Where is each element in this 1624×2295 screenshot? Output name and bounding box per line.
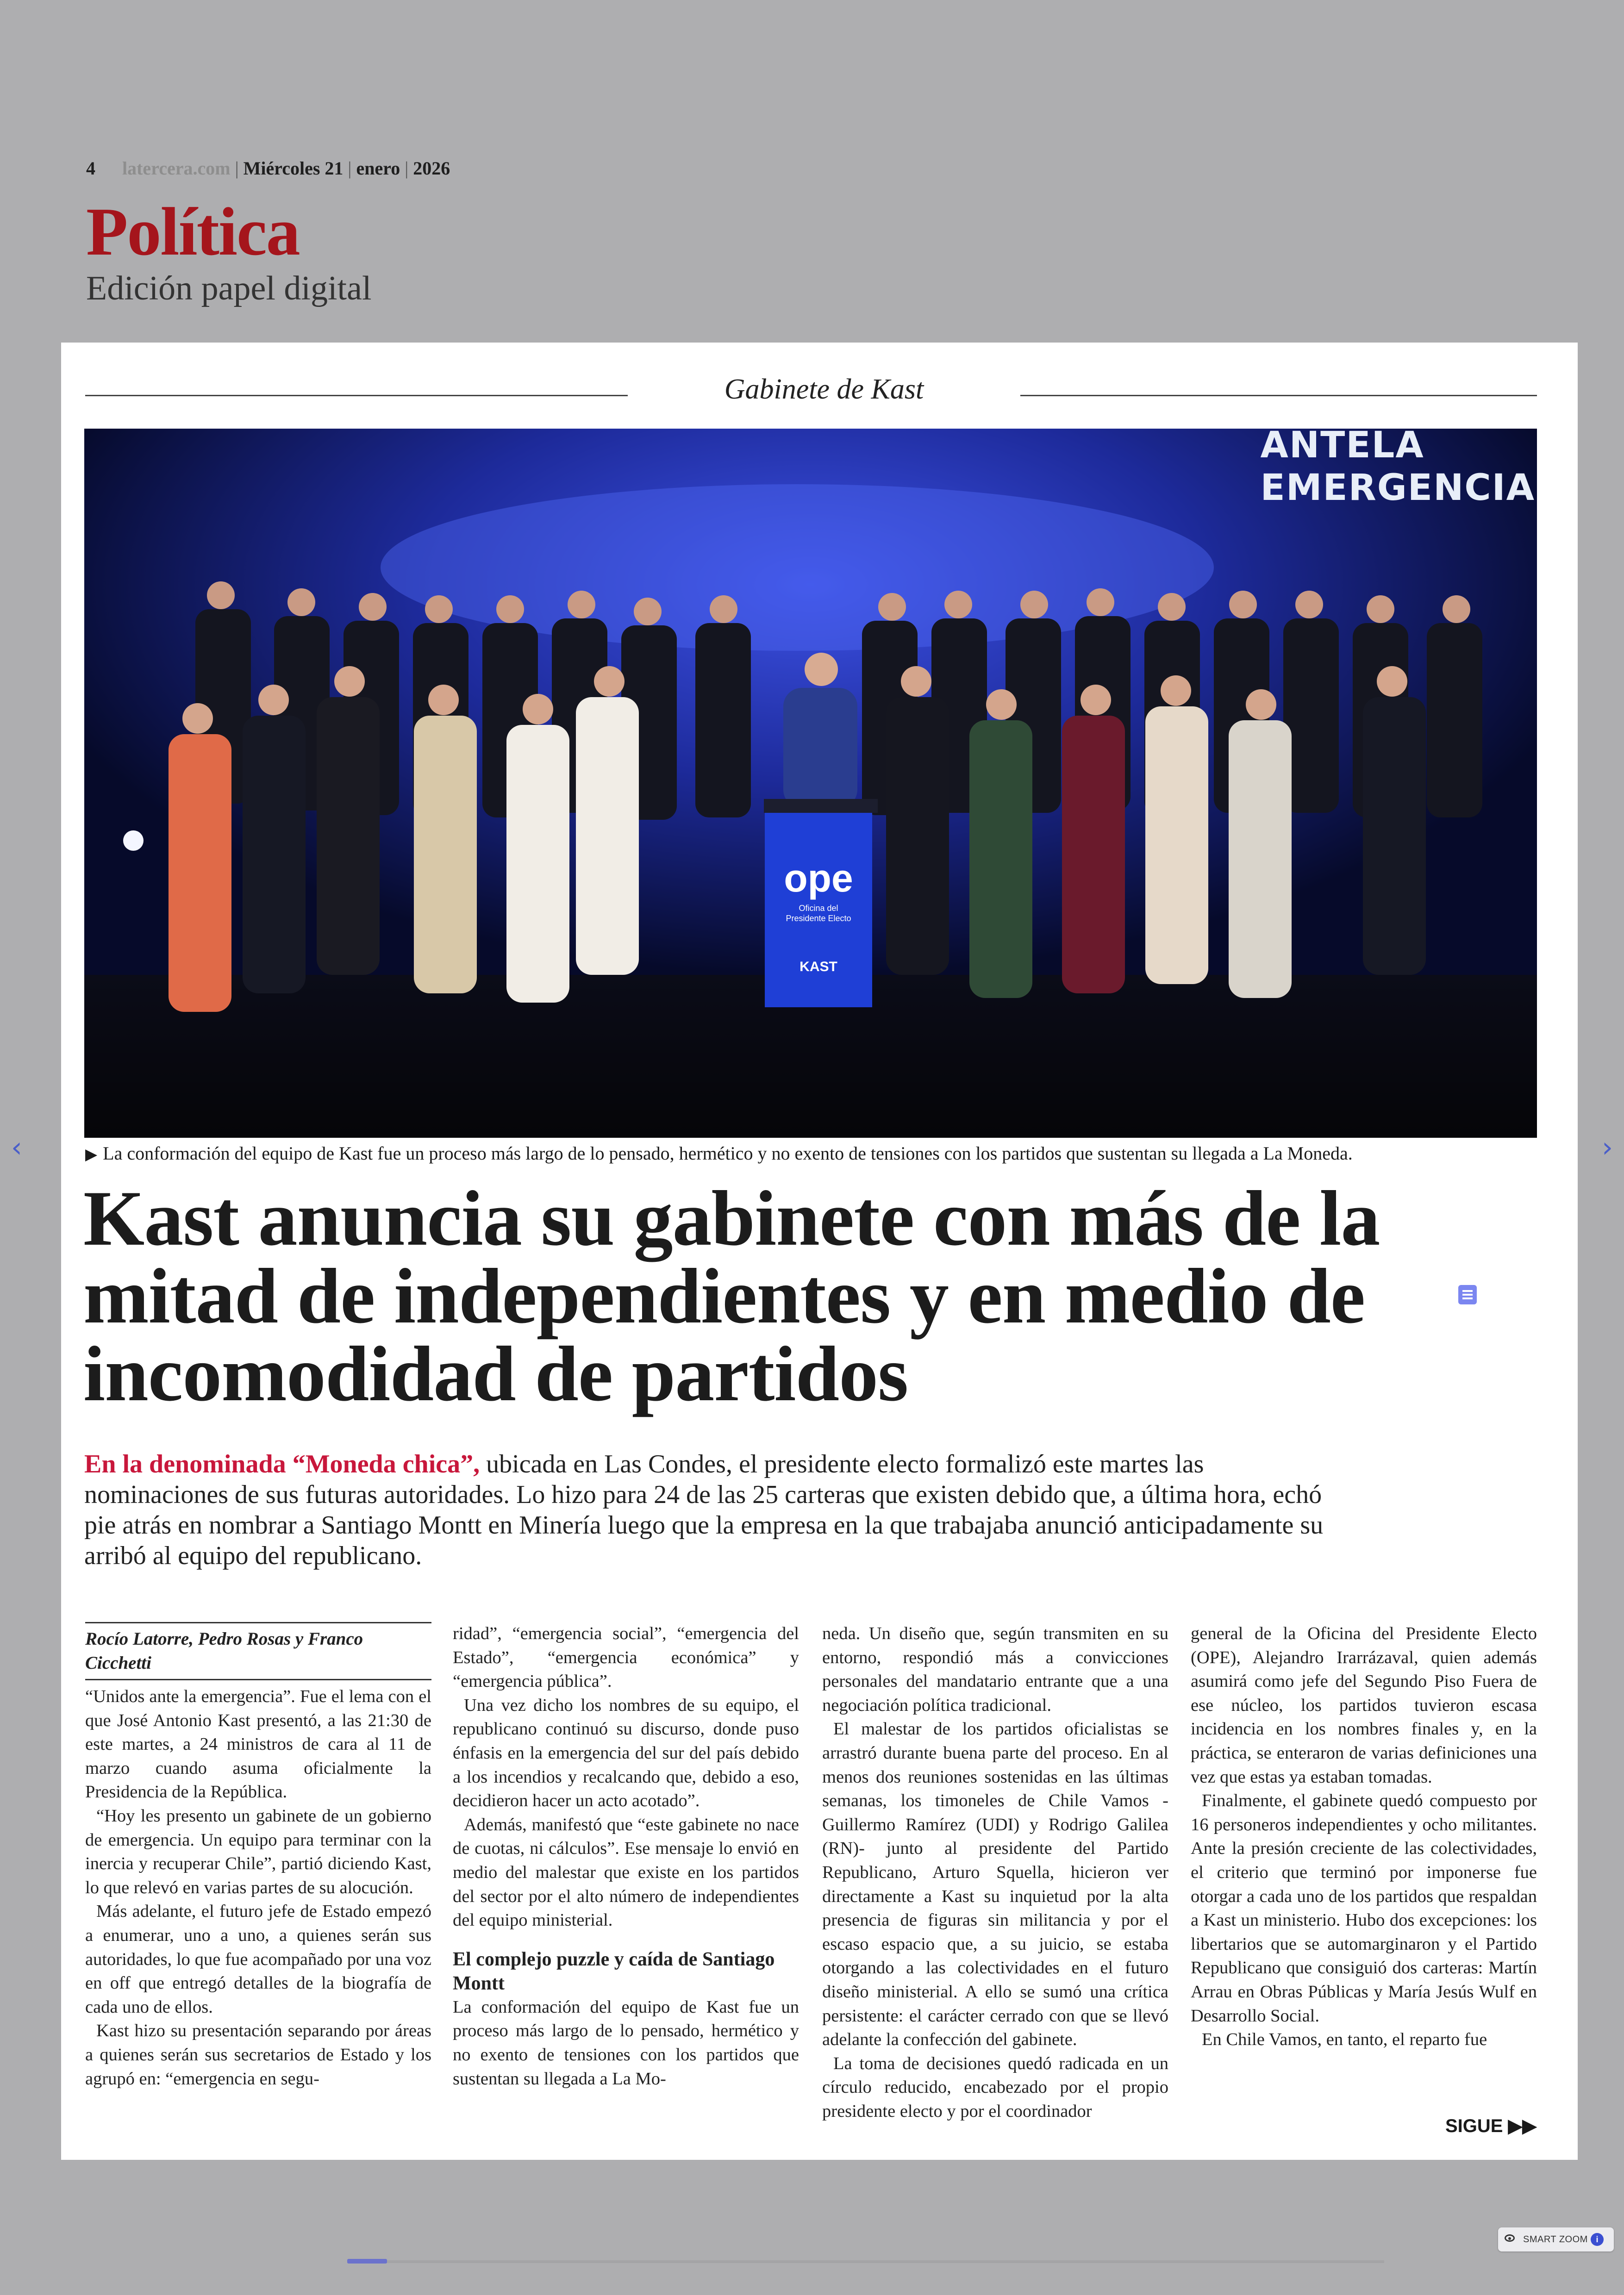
- photo-overlay-line-1: ANTELA: [1260, 429, 1424, 466]
- paragraph: “Unidos ante la emergencia”. Fue el lema con el que José Antonio Kast presentó, a las 21:30 de este martes, a 24 ministros de cara al 11 de marzo cuando asuma oficialmente la Presidencia de la República.: [85, 1687, 431, 1802]
- person-head: [1158, 593, 1186, 621]
- caption-arrow-icon: ▶: [85, 1146, 98, 1163]
- body-column-3: [822, 1622, 1168, 2123]
- paragraph: En Chile Vamos, en tanto, el reparto fue: [1202, 2030, 1487, 2050]
- date-weekday-day: Miércoles 21: [243, 158, 344, 179]
- stage-light: [123, 830, 144, 851]
- person-head: [878, 593, 906, 621]
- article-lede: [84, 1449, 1325, 1571]
- body-column-4: [1191, 1622, 1537, 2052]
- person-silhouette: [1062, 716, 1125, 993]
- article-kicker: Gabinete de Kast: [724, 374, 924, 405]
- paragraph: Más adelante, el futuro jefe de Estado empezó a enumerar, uno a uno, a quienes serán sus autoridades, lo que fue acompañado por una voz en off que entregó detalles de la biografía de cada uno de ellos.: [85, 1902, 431, 2017]
- lede-body: ubicada en Las Condes, el presidente electo formalizó este martes las nominaciones de sus futuras autoridades. Lo hizo para 24 de las 25 carteras que existen debido que, a última hora, echó pie atrás en nombrar a Santiago Montt en Minería luego que la empresa en la que trabajaba anunció anticipadamente su arribó al equipo del republicano.: [84, 1450, 1324, 1570]
- person-head: [1377, 666, 1407, 697]
- paragraph: general de la Oficina del Presidente Electo (OPE), Alejandro Irarrázaval, quien además asumirá como jefe del Segundo Piso Fuera de ese núcleo, los partidos tuvieron escasa incidencia en los nombres finales y, en la práctica, se enteraron de varias definiciones una vez que estas ya estaban tomadas.: [1191, 1624, 1537, 1787]
- person-head: [359, 593, 387, 621]
- person-silhouette: [695, 623, 751, 817]
- person-head: [1443, 595, 1470, 623]
- podium-text-1: Oficina del: [799, 904, 838, 913]
- person-head: [1246, 689, 1276, 720]
- info-icon[interactable]: i: [1591, 2233, 1604, 2246]
- photo-overlay-line-2: EMERGENCIA: [1260, 467, 1535, 509]
- body-column-1: [85, 1622, 431, 2091]
- person-silhouette: [506, 725, 569, 1003]
- paragraph: Una vez dicho los nombres de su equipo, el republicano continuó su discurso, donde puso énfasis en la emergencia del sur del país debido a los incendios y recalcando que, debido a eso, decidieron hacer un acto acotado”.: [453, 1695, 799, 1811]
- speaker-silhouette: [783, 688, 857, 808]
- paragraph: Además, manifestó que “este gabinete no nace de cuotas, ni cálculos”. Ese mensaje lo envió en medio del malestar que existe en los partidos del sector por el alto número de independientes del equipo ministerial.: [453, 1815, 799, 1930]
- person-head: [901, 666, 931, 697]
- podium-badge: KAST: [800, 959, 837, 974]
- lede-lead: En la denominada “Moneda chica”,: [84, 1450, 480, 1478]
- body-column-2: [453, 1622, 799, 2091]
- newspaper-page: [61, 343, 1578, 2160]
- person-head: [1020, 591, 1048, 618]
- paragraph: El malestar de los partidos oficialistas se arrastró durante buena parte del proceso. En al menos dos reuniones sostenidas en las últimas semanas, los timoneles de Chile Vamos -Guillermo Ramírez (UDI) y Rodrigo Galilea (RN)- junto al presidente del Partido Republicano, Arturo Squella, hicieron ver directamente a Kast su inquietud por la alta presencia de figuras sin militancia y por el escaso espacio que, a su juicio, se estaba otorgando a las colectividades en el futuro diseño ministerial. A ello se sumó una crítica persistente: el carácter cerrado con que se llevó adelante la confección del gabinete.: [822, 1719, 1168, 2050]
- paragraph: La conformación del equipo de Kast fue un proceso más largo de lo pensado, hermético y no exento de tensiones con los partidos que sustentan su llegada a La Mo-: [453, 1997, 799, 2089]
- paragraph: “Hoy les presento un gabinete de un gobierno de emergencia. Un equipo para terminar con la inercia y recuperar Chile”, partió diciendo Kast, lo que relevó en varias partes de su alocución.: [85, 1806, 431, 1897]
- previous-page-button[interactable]: ‹: [11, 1131, 22, 1164]
- person-head: [1161, 675, 1191, 706]
- page-progress-track[interactable]: [347, 2260, 1384, 2263]
- paragraph: neda. Un diseño que, según transmiten en su entorno, respondió más a convicciones personales del mandatario entrante que a una negociación política tradicional.: [822, 1624, 1168, 1715]
- dateline: 4 latercera.com | Miércoles 21 | enero | 2026: [86, 158, 450, 179]
- paragraph: Kast hizo su presentación separando por áreas a quienes serán sus secretarios de Estado y los agrupó en: “emergencia en segu-: [85, 2021, 431, 2089]
- person-head: [944, 591, 972, 618]
- article-photo: [84, 429, 1537, 1138]
- photo-overlay-text: [1261, 429, 1535, 509]
- person-head: [258, 685, 289, 715]
- person-silhouette: [576, 697, 639, 975]
- date-year: 2026: [413, 158, 450, 179]
- paragraph: Finalmente, el gabinete quedó compuesto por 16 personeros independientes y ocho militantes. Ante la presión creciente de las colectividades, el criterio que terminó por imponerse fue otorgar a cada uno de los partidos que respaldan a Kast un ministerio. Hubo dos excepciones: los libertarios que se automarginaron y el Partido Republicano que consiguió dos carteras: Martín Arrau en Obras Públicas y María Jesús Wulf en Desarrollo Social.: [1191, 1791, 1537, 2026]
- person-silhouette: [1427, 623, 1482, 817]
- note-icon[interactable]: [1458, 1285, 1477, 1304]
- person-silhouette: [414, 716, 477, 993]
- page-number: 4: [86, 158, 95, 179]
- person-head: [1081, 685, 1111, 715]
- caption-text: La conformación del equipo de Kast fue un proceso más largo de lo pensado, hermético y no exento de tensiones con los partidos que sustentan su llegada a La Moneda.: [103, 1143, 1353, 1164]
- person-head: [568, 591, 595, 618]
- podium: [764, 799, 878, 1007]
- edition-label: Edición papel digital: [86, 269, 372, 307]
- person-silhouette: [1229, 720, 1292, 998]
- cabinet-photo-illustration: [84, 429, 1537, 1138]
- person-head: [594, 666, 625, 697]
- smart-zoom-button[interactable]: [1498, 2227, 1614, 2251]
- person-head: [182, 703, 213, 734]
- continue-label: SIGUE ▶▶: [1445, 2116, 1537, 2136]
- person-head: [523, 694, 553, 724]
- byline: Rocío Latorre, Pedro Rosas y Franco Cicchetti: [85, 1629, 363, 1673]
- person-head: [334, 666, 365, 697]
- podium-text-2: Presidente Electo: [786, 914, 851, 923]
- photo-caption: [85, 1142, 1537, 1164]
- person-head: [1229, 591, 1257, 618]
- kicker-row: [85, 373, 1537, 405]
- person-head: [425, 595, 453, 623]
- person-silhouette: [169, 734, 231, 1012]
- next-page-button[interactable]: ›: [1602, 1131, 1613, 1164]
- person-silhouette: [243, 716, 306, 993]
- podium-logo: ope: [784, 856, 853, 900]
- section-title: Política: [86, 194, 300, 270]
- smart-zoom-label: SMART ZOOM: [1523, 2234, 1588, 2245]
- kicker-rule-right: [1020, 395, 1537, 396]
- speaker-head: [805, 653, 838, 686]
- person-head: [287, 588, 315, 616]
- kicker-rule-left: [85, 395, 628, 396]
- person-head: [1087, 588, 1114, 616]
- article-headline: Kast anuncia su gabinete con más de la mitad de independientes y en medio de incomodidad de partidos: [83, 1175, 1380, 1417]
- byline-box: [85, 1622, 431, 1680]
- person-head: [428, 685, 459, 715]
- masthead: [86, 157, 642, 308]
- person-head: [634, 598, 662, 625]
- person-silhouette: [1363, 697, 1426, 975]
- eye-icon: [1505, 2234, 1515, 2242]
- person-head: [496, 595, 524, 623]
- person-silhouette: [886, 697, 949, 975]
- person-silhouette: [969, 720, 1032, 998]
- person-silhouette: [1145, 706, 1208, 984]
- paragraph: ridad”, “emergencia social”, “emergencia del Estado”, “emergencia económica” y “emergencia pública”.: [453, 1624, 799, 1691]
- site-name: latercera.com: [122, 158, 231, 179]
- page-progress-indicator[interactable]: [347, 2259, 387, 2264]
- date-month: enero: [356, 158, 400, 179]
- person-head: [207, 581, 235, 609]
- article-subhead: El complejo puzzle y caída de Santiago Montt: [453, 1948, 775, 1994]
- person-head: [986, 689, 1017, 720]
- paragraph: La toma de decisiones quedó radicada en un círculo reducido, encabezado por el propio presidente electo y por el coordinador: [822, 2053, 1168, 2121]
- person-head: [1367, 595, 1394, 623]
- person-head: [1295, 591, 1323, 618]
- person-silhouette: [317, 697, 380, 975]
- person-head: [710, 595, 737, 623]
